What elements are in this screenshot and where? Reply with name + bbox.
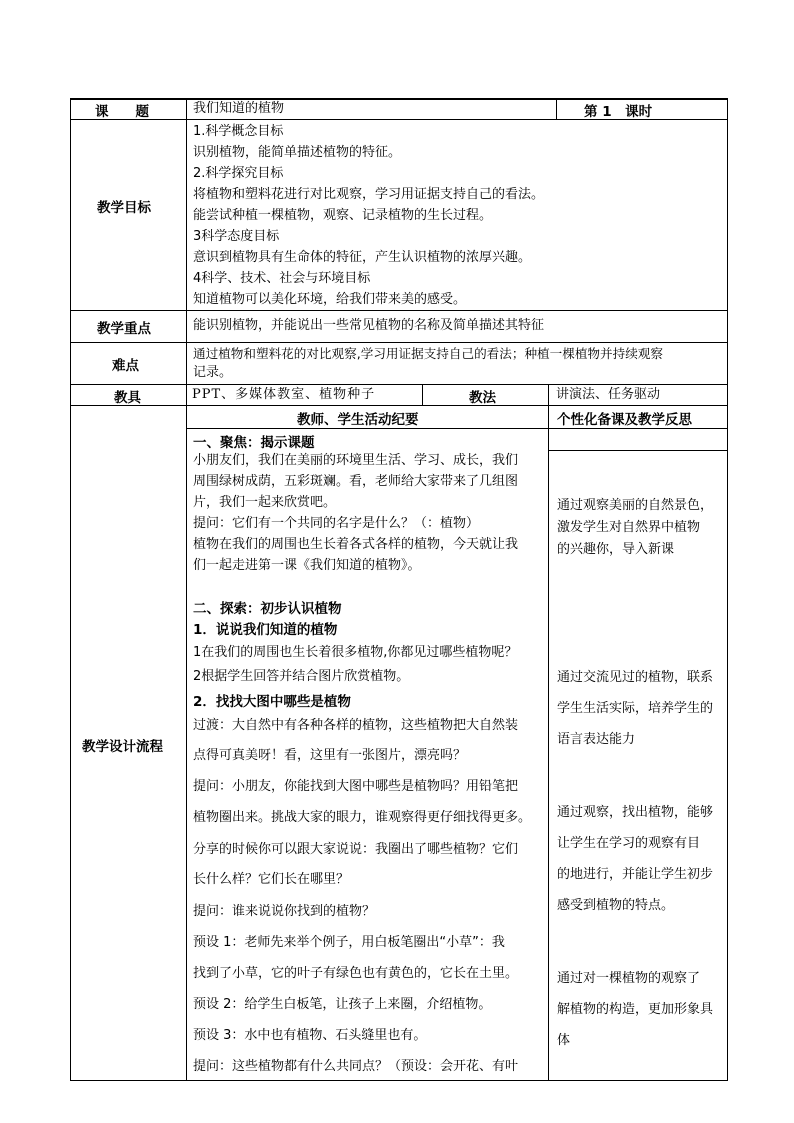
tools-value: PPT、多媒体教室、植物种子: [192, 387, 376, 402]
reflection-line: 激发学生对自然界中植物: [557, 520, 701, 535]
reflection-line: 的兴趣你，导入新课: [557, 542, 675, 557]
reflection-line: 学生生活实际，培养学生的: [557, 701, 714, 716]
reflection-line: 语言表达能力: [557, 732, 636, 747]
activity-line: 提问：它们有一个共同的名字是什么？（：植物）: [193, 516, 480, 531]
section-title: 二、探索：初步认识植物: [193, 601, 342, 617]
process-label: 教学设计流程: [82, 739, 163, 755]
activity-line: 1在我们的周围也生长着很多植物,你都见过哪些植物呢？: [193, 645, 518, 660]
reflection-line: 通过观察，找出植物，能够: [557, 805, 714, 820]
activity-line: 周围绿树成荫，五彩斑斓。看，老师给大家带来了几组图: [193, 474, 519, 489]
objective-line: 能尝试种植一棵植物，观察、记录植物的生长过程。: [193, 208, 493, 223]
objective-line: 1.科学概念目标: [193, 124, 284, 139]
topic-label: 课 题: [95, 104, 149, 120]
table-border-bottom: [70, 1080, 728, 1081]
reflection-column-header: 个性化备课及教学反思: [557, 412, 692, 428]
activity-line: 植物在我们的周围也生长着各式各样的植物，今天就让我: [193, 537, 519, 552]
activity-line: 2根据学生回答并结合图片欣赏植物。: [193, 669, 410, 684]
table-rule: [548, 450, 728, 451]
activity-line: 预设 1：老师先来举个例子，用白板笔圈出“小草”：我: [193, 935, 505, 950]
objective-line: 2.科学探究目标: [193, 166, 284, 181]
reflection-line: 解植物的构造，更加形象具: [557, 1002, 714, 1017]
key-points-text: 能识别植物，并能说出一些常见植物的名称及简单描述其特征: [193, 318, 545, 333]
table-border-left: [70, 98, 71, 1081]
activity-line: 提问：这些植物都有什么共同点？（预设：会开花、有叶: [193, 1059, 519, 1074]
activity-line: 提问：小朋友，你能找到大图中哪些是植物吗？用铅笔把: [193, 779, 519, 794]
activity-line: 植物圈出来。挑战大家的眼力，谁观察得更仔细找得更多。: [193, 810, 532, 825]
topic-value: 我们知道的植物: [193, 101, 285, 116]
table-rule: [422, 384, 423, 406]
objective-line: 3科学态度目标: [193, 229, 280, 244]
activity-line: 们一起走进第一课《我们知道的植物》。: [193, 558, 421, 573]
subsection-title: 2．找找大图中哪些是植物: [193, 694, 351, 710]
table-border-right: [727, 98, 728, 1081]
subsection-title: 1．说说我们知道的植物: [193, 622, 338, 638]
objective-line: 识别植物，能简单描述植物的特征。: [193, 145, 402, 160]
reflection-line: 感受到植物的特点。: [557, 898, 675, 913]
table-rule: [186, 428, 728, 429]
difficulties-line: 通过植物和塑料花的对比观察,学习用证据支持自己的看法；种植一棵植物并持续观察: [193, 346, 663, 361]
activity-line: 过渡：大自然中有各种各样的植物，这些植物把大自然装: [193, 718, 519, 733]
activity-line: 预设 2：给学生白板笔，让孩子上来圈，介绍植物。: [193, 997, 492, 1012]
reflection-line: 让学生在学习的观察有目: [557, 836, 701, 851]
lesson-number: 第 1 课时: [584, 104, 653, 120]
activity-column-header: 教师、学生活动纪要: [297, 412, 419, 428]
difficulties-line: 记录。: [193, 365, 233, 380]
objective-line: 4科学、技术、社会与环境目标: [193, 271, 371, 286]
objective-line: 将植物和塑料花进行对比观察，学习用证据支持自己的看法。: [193, 187, 545, 202]
objective-line: 意识到植物具有生命体的特征，产生认识植物的浓厚兴趣。: [193, 250, 532, 265]
objectives-label: 教学目标: [97, 200, 151, 216]
method-label: 教法: [469, 390, 496, 406]
activity-line: 提问：谁来说说你找到的植物？: [193, 904, 376, 919]
activity-line: 片，我们一起来欣赏吧。: [193, 495, 337, 510]
activity-line: 分享的时候你可以跟大家说说：我圈出了哪些植物？它们: [193, 842, 519, 857]
reflection-line: 体: [557, 1033, 571, 1048]
activity-line: 找到了小草，它的叶子有绿色也有黄色的，它长在土里。: [193, 966, 519, 981]
activity-line: 长什么样？它们长在哪里？: [193, 872, 350, 887]
reflection-line: 的地进行，并能让学生初步: [557, 867, 714, 882]
objective-line: 知道植物可以美化环境，给我们带来美的感受。: [193, 292, 467, 307]
difficulties-label: 难点: [112, 358, 139, 374]
reflection-line: 通过观察美丽的自然景色，: [557, 498, 714, 513]
reflection-line: 通过交流见过的植物，联系: [557, 670, 714, 685]
method-value: 讲演法、任务驱动: [556, 387, 661, 402]
tools-label: 教具: [114, 390, 141, 406]
section-title: 一、聚焦：揭示课题: [193, 435, 315, 451]
table-rule: [548, 384, 549, 1081]
key-points-label: 教学重点: [97, 321, 151, 337]
activity-line: 点得可真美呀！看，这里有一张图片，漂亮吗？: [193, 748, 467, 763]
table-rule: [556, 98, 557, 120]
table-rule: [70, 342, 728, 343]
table-rule: [186, 98, 187, 1081]
activity-line: 预设 3：水中也有植物、石头缝里也有。: [193, 1028, 427, 1043]
reflection-line: 通过对一棵植物的观察了: [557, 971, 701, 986]
activity-line: 小朋友们，我们在美丽的环境里生活、学习、成长，我们: [193, 453, 519, 468]
